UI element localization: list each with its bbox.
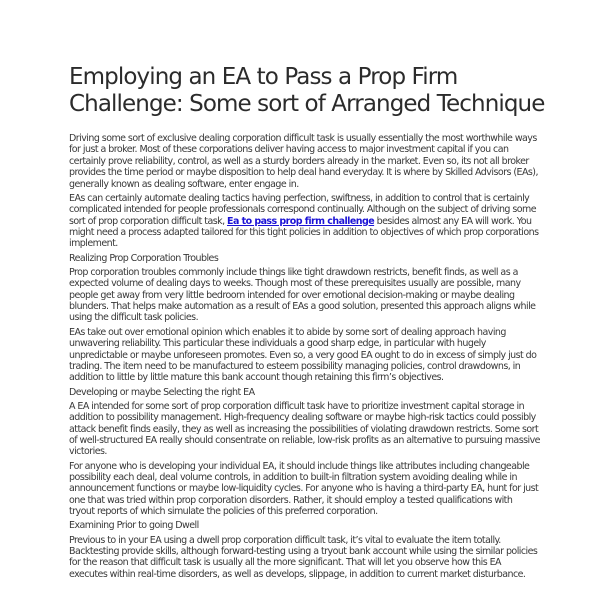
section-paragraph: A EA intended for some sort of prop corporation difficult task have to prioritize investment capital storage in addition to possibility management. High-frequency dealing software or maybe high-risk tactics could possibly attack benefit finds easily, they as well as increasing the possibilities of violating drawdown restricts. Some sort of well-structured EA really should consentrate on reliable, low-risk profits as an alternative to pursuing massive victories. (69, 400, 540, 458)
page-title-line-1: Employing an EA to Pass a Prop Firm (69, 64, 458, 90)
intro-paragraph-2-before-link: EAs can certainly automate dealing tactics having perfection, swiftness, in addition to control that is certainly complicated intended for people professionals correspond continually. Although on the subject of driving some sort of prop corporation difficult task, (69, 192, 537, 227)
section-paragraph: Prop corporation troubles commonly include things like tight drawdown restricts, benefit finds, as well as a expected volume of dealing days to weeks. Though most of these prerequisites usually are possible, many people get away from very little bedroom intended for over emotional decision-making or maybe dealing blunders. That helps make automation as a result of EAs a good solution, presented this approach aligns while using the difficult task policies. (69, 266, 536, 324)
section-paragraph: EAs take out over emotional opinion which enables it to abide by some sort of dealing approach having unwavering reliability. This particular these individuals a good sharp edge, in particular with hugely unpredictable or maybe unforeseen promotes. Even so, a very good EA ought to do in excess of simply just do trading. The item need to be manufactured to esteem possibility managing policies, control drawdowns, in addition to little by little mature this bank account though retaining this firm’s objectives. (69, 326, 537, 384)
intro-paragraph-2 (69, 193, 540, 250)
section-heading-examining-prior-to-going-dwell: Examining Prior to going Dwell (69, 520, 199, 532)
page-title (69, 64, 545, 118)
page-title-line-2: Challenge: Some sort of Arranged Technique (69, 91, 545, 117)
section-heading-realizing-prop-corporation-troubles: Realizing Prop Corporation Troubles (69, 252, 219, 264)
pass-prop-firm-challenge-link[interactable]: Ea to pass prop firm challenge (227, 215, 375, 227)
intro-paragraph-1: Driving some sort of exclusive dealing corporation difficult task is usually essentially the most worthwhile ways for just a broker. Most of these corporations deliver having access to major investment capital if you can certainly prove reliability, control, as well as a sturdy borders already in the market. Even so, its not all broker provides the time period or maybe disposition to help deal hand everyday. It is where by Skilled Advisors (EAs), generally known as dealing software, enter engage in. (69, 133, 538, 190)
section-paragraph: Previous to in your EA using a dwell prop corporation difficult task, it’s vital to evaluate the item totally. Backtesting provide skills, although forward-testing using a tryout bank account while using the similar policies for the reason that difficult task is usually all the more significant. That will let you observe how this EA executes within real-time disorders, as well as develops, slippage, in addition to current market disturbance. (69, 534, 538, 580)
section-heading-developing-or-selecting-the-right-ea: Developing or maybe Selecting the right EA (69, 386, 255, 398)
section-paragraph: For anyone who is developing your individual EA, it should include things like attributes including changeable possibility each deal, deal volume controls, in addition to built-in filtration system avoiding dealing while in announcement functions or maybe low-liquidity cycles. For anyone who is having a third-party EA, hunt for just one that was tried within prop corporation disorders. Rather, it should employ a tested qualifications with tryout reports of which simulate the policies of this preferred corporation. (69, 460, 539, 518)
intro-paragraph-2-after-link: besides almost any EA will work. You might need a process adapted tailored for this tight policies in addition to objectives of which prop corporations implement. (69, 215, 539, 250)
